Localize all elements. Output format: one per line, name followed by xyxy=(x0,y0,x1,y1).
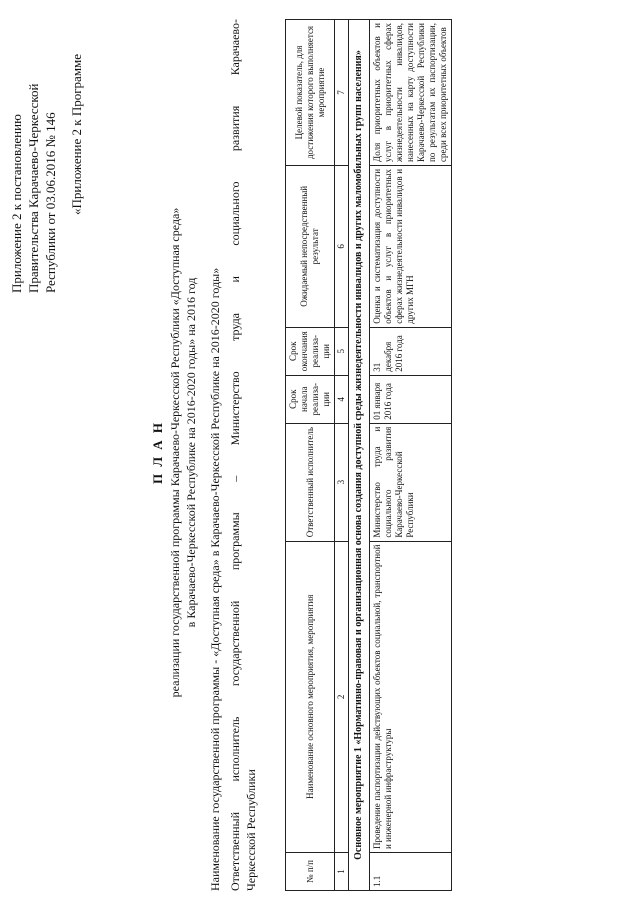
column-number: 2 xyxy=(335,541,349,852)
header-executor: Ответственный исполнитель xyxy=(286,423,335,541)
title-line-2: в Карачаево-Черкесской Республике на 2016-2020 годы» на 2016 год xyxy=(184,277,198,628)
header-num: № п/п xyxy=(286,853,335,891)
header-end: Срок окончания реализа-ции xyxy=(286,327,335,375)
row-result: Оценка и систематизация доступности объектов и услуг в приоритетных сферах жизнедеятельности инвалидов и других МГН xyxy=(370,165,452,327)
column-number-row xyxy=(335,20,349,891)
row-num: 1.1 xyxy=(370,853,452,891)
row-executor: Министерство труда и социального развития Карачаево-Черкесской Республики xyxy=(370,423,452,541)
approval-line-3: Республики от 03.06.2016 № 146 xyxy=(43,112,58,293)
row-end: 31 декабря 2016 года xyxy=(370,327,452,375)
header-result: Ожидаемый непосредственный результат xyxy=(286,165,335,327)
plan-table xyxy=(285,19,452,891)
approval-line-1: Приложение 2 к постановлению xyxy=(9,114,24,293)
header-start: Срок начала реализа-ции xyxy=(286,375,335,423)
header-indicator: Целевой показатель, для достижения которого выполняется мероприятие xyxy=(286,20,335,166)
row-start: 01 января 2016 года xyxy=(370,375,452,423)
column-number: 6 xyxy=(335,165,349,327)
plan-heading: П Л А Н xyxy=(150,420,165,485)
section-row xyxy=(349,20,370,891)
column-number: 4 xyxy=(335,375,349,423)
table-header-row xyxy=(286,20,335,891)
column-number: 7 xyxy=(335,20,349,166)
column-number: 5 xyxy=(335,327,349,375)
column-number: 1 xyxy=(335,853,349,891)
section-title: Основное мероприятие 1 «Нормативно-правовая и организационная основа создания доступной среды жизнедеятельности инвалидов и других маломобильных групп населения» xyxy=(349,20,370,891)
executor-line-1: Ответственный исполнитель государственной программы – Министерство труда и социального развития Карачаево- xyxy=(228,19,242,891)
row-indicator: Доля приоритетных объектов и услуг в приоритетных сферах жизнедеятельности инвалидов, нанесенных на карту доступности Карачаево-Черкесской Республики по результатам их паспортизации, среди всех приоритетных объектов xyxy=(370,20,452,166)
approval-line-2: Правительства Карачаево-Черкесской xyxy=(26,83,41,293)
column-number: 3 xyxy=(335,423,349,541)
executor-line-2: Черкесской Республики xyxy=(244,769,258,891)
title-line-1: реализации государственной программы Карачаево-Черкесской Республики «Доступная среда» xyxy=(168,207,182,698)
table-row xyxy=(370,20,452,891)
appendix-note: «Приложение 2 к Программе xyxy=(69,53,84,215)
row-name: Проведение паспортизации действующих объектов социальной, транспортной и инженерной инфраструктуры xyxy=(370,541,452,852)
header-name: Наименование основного мероприятия, мероприятия xyxy=(286,541,335,852)
program-name: Наименование государственной программы - «Доступная среда» в Карачаево-Черкесской Республике на 2016-2020 годы» xyxy=(208,267,222,891)
